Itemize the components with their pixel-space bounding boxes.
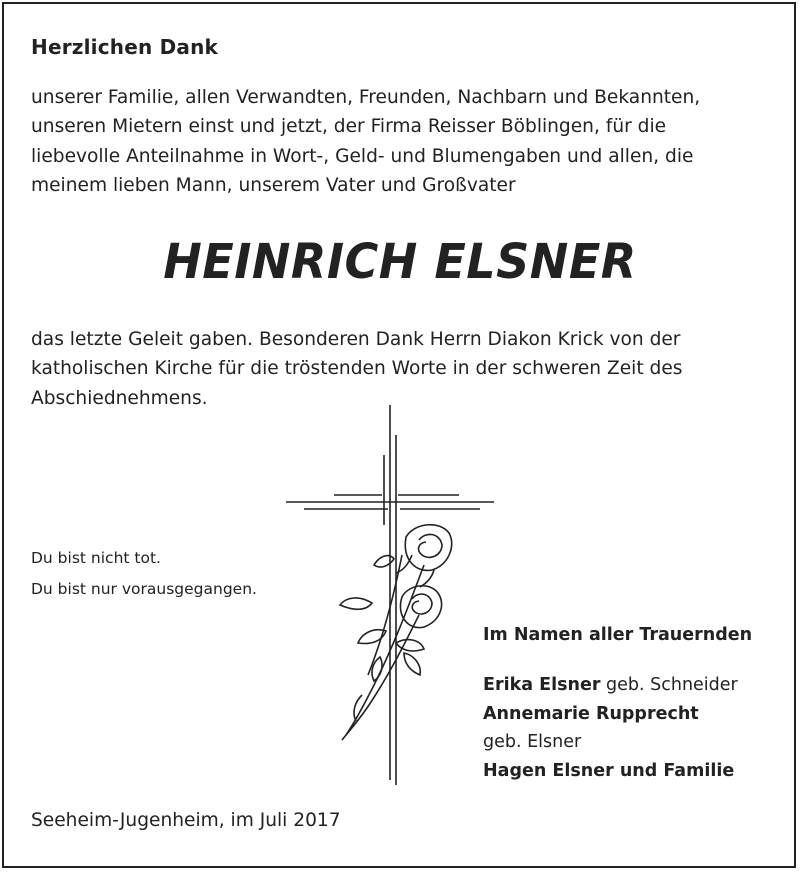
intro-line: unserer Familie, allen Verwandten, Freunden, Nachbarn und Bekannten,	[31, 87, 701, 108]
intro-line: unseren Mietern einst und jetzt, der Firma Reisser Böblingen, für die	[31, 116, 667, 138]
intro-line: liebevolle Anteilnahme in Wort-, Geld- und Blumengaben und allen, die	[31, 145, 694, 167]
closing-line: Abschiednehmens.	[31, 387, 208, 409]
intro-line: meinem lieben Mann, unserem Vater und Großvater	[31, 174, 516, 196]
quote-line: Du bist nicht tot.	[31, 549, 161, 567]
notice-heading: Herzlichen Dank	[31, 35, 219, 59]
place-date: Seeheim-Jugenheim, im Juli 2017	[31, 810, 341, 831]
cross-with-roses-icon	[284, 405, 496, 785]
quote	[31, 543, 257, 605]
signer-maiden-name: geb. Schneider	[600, 675, 738, 695]
intro-paragraph	[31, 83, 771, 200]
deceased-name: HEINRICH ELSNER	[163, 234, 637, 290]
closing-line: katholischen Kirche für die tröstenden Worte in der schweren Zeit des	[31, 358, 683, 380]
quote-line: Du bist nur vorausgegangen.	[31, 580, 257, 598]
mourners-title: Im Namen aller Trauernden	[483, 625, 753, 645]
signer-name: Erika Elsner	[483, 675, 601, 695]
closing-line: das letzte Geleit gaben. Besonderen Dank Herrn Diakon Krick von der	[31, 329, 681, 350]
signer-name: Hagen Elsner und Familie	[483, 760, 735, 781]
signer-maiden-name: geb. Elsner	[483, 732, 582, 752]
closing-paragraph	[31, 325, 771, 413]
signer-name: Annemarie Rupprecht	[483, 703, 699, 724]
signers-block	[483, 671, 738, 785]
